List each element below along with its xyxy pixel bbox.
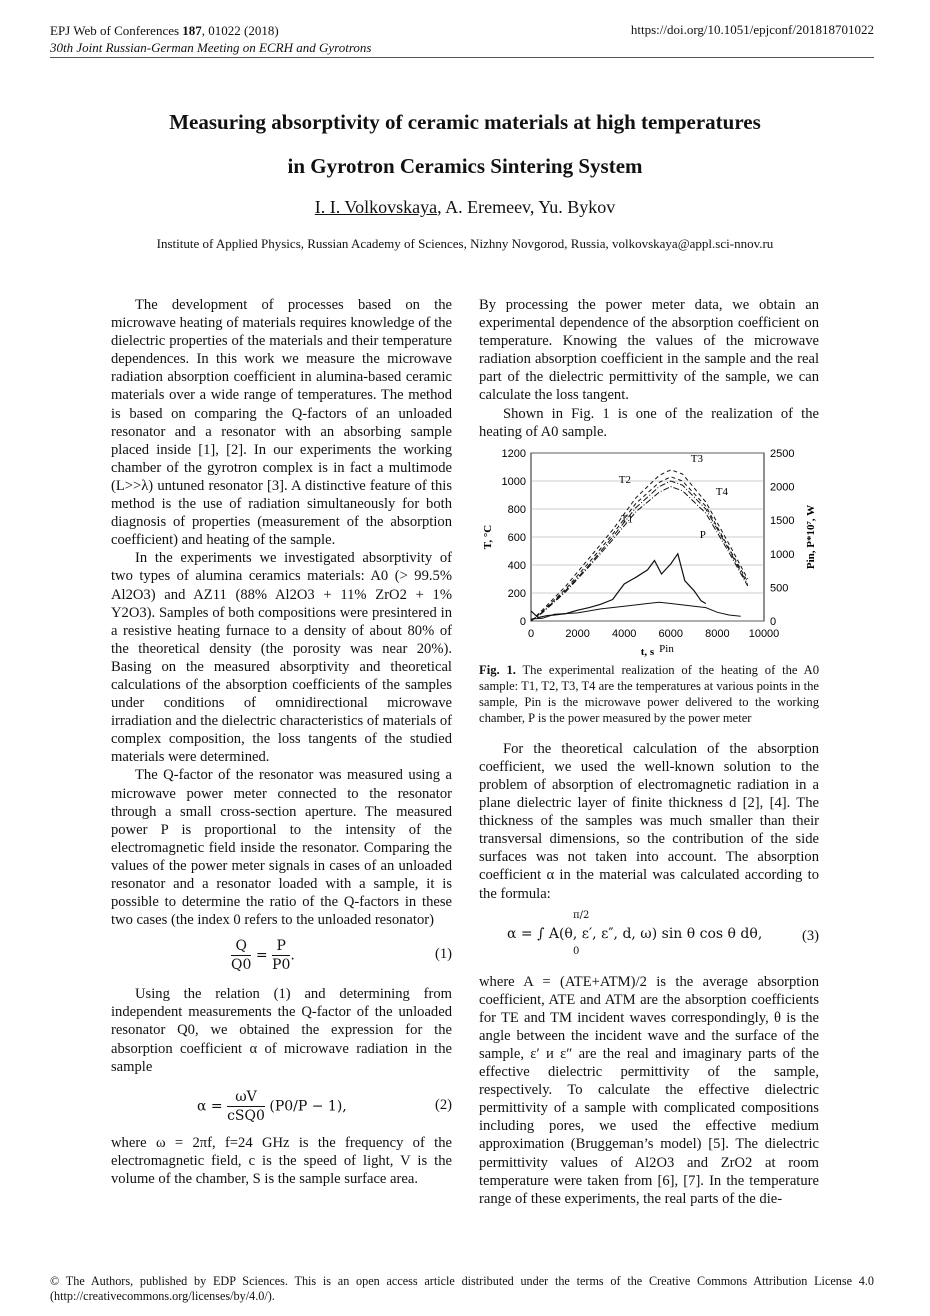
authors	[0, 197, 930, 218]
y2-tick-label: 2500	[770, 447, 795, 460]
equation-number: (3)	[801, 927, 819, 944]
paragraph: Shown in Fig. 1 is one of the realization of the heating of A0 sample.	[479, 405, 819, 440]
series-label-t2: T2	[618, 473, 632, 486]
x-tick-label: 0	[527, 627, 535, 640]
temperature-power-chart	[479, 443, 819, 658]
author-rest: , A. Eremeev, Yu. Bykov	[437, 197, 616, 217]
figure-1	[479, 443, 819, 658]
y2-tick-label: 0	[770, 615, 777, 628]
y-tick-label: 600	[507, 531, 526, 544]
series-label-pin: Pin	[659, 642, 674, 655]
y-tick-label: 400	[507, 559, 526, 572]
paper-title-line2: in Gyrotron Ceramics Sintering System	[287, 154, 643, 178]
x-tick-label: 4000	[611, 627, 637, 640]
header-divider	[50, 57, 874, 58]
y2-tick-label: 500	[770, 582, 789, 595]
x-axis-label: t, s	[640, 645, 655, 658]
equation-2	[111, 1084, 452, 1130]
y2-axis-label: Pin, P*10⁷, W	[805, 504, 817, 569]
eq2-lhs: α =	[197, 1098, 223, 1115]
paragraph: In the experiments we investigated absorptivity of two types of alumina ceramics materials: A0 (> 99.5% Al2O3) and AZ11 (88% Al2O3 + 11% ZrO2 + 1% Y2O3). Samples of both compositions were presintered in a resistive heating furnace to a density of about 80% of the theoretical density (the porosity was near 20%). Basing on the measured absorptivity and theoretical calculations of the absorption coefficients of the samples under conditions of omnidirectional microwave irradiation and the dielectric characteristics of materials of complex composition, the loss tangents of the studied materials were determined.	[111, 550, 452, 766]
y2-tick-label: 1000	[770, 548, 795, 561]
series-line-t2	[531, 477, 748, 621]
y-tick-label: 1200	[501, 447, 526, 460]
equation-1: $\frac{Q}{Q0}$ = $\frac{P}{P0}$ . (1)	[231, 938, 452, 974]
equation-number: (2)	[434, 1096, 452, 1113]
journal-line: EPJ Web of Conferences	[50, 23, 183, 38]
paragraph: where A = (ATE+ATM)/2 is the average absorption coefficient, ATE and ATM are the absorption coefficients for TE and TM incident waves correspondingly, θ is the angle between the incident wave and the surface of the sample, ε′ и ε″ are the real and imaginary parts of the effective dielectric permittivity of the sample, respectively. To calculate the effective dielectric permittivity of a sample with complicated compositions including pores, we used the effective medium approximation (Bruggeman’s model) [5]. The dielectric permittivity values of Al2O3 and ZrO2 at room temperature were taken from [6], [7]. In the temperature range of these experiments, the real parts of the die-	[479, 973, 819, 1207]
eq3-lower: 0	[573, 945, 580, 957]
paper-title-line1: Measuring absorptivity of ceramic materials at high temperatures	[169, 110, 761, 134]
license-footer: © The Authors, published by EDP Sciences. This is an open access article distributed under the terms of the Creative Commons Attribution License 4.0 (http://creativecommons.org/licenses/by/4.0/).	[50, 1274, 874, 1303]
x-tick-label: 2000	[565, 627, 590, 640]
paragraph: By processing the power meter data, we obtain an experimental dependence of the absorption coefficient on temperature. Knowing the values of the microwave radiation absorption coefficient in the sample and the real part of the dielectric permittivity of the sample, we can calculate the loss tangent.	[479, 297, 819, 404]
eq2-num: ωV	[227, 1088, 265, 1107]
eq2-den: cSQ0	[227, 1107, 265, 1124]
eq1-rhs-den: P0	[272, 957, 291, 974]
eq1-rhs-num: P	[272, 937, 290, 956]
paragraph: The Q-factor of the resonator was measured using a microwave power meter connected to the resonator through a small cross-section aperture. The measured power P is proportional to the intensity of the electromagnetic field inside the resonator. Comparing the values of the power meter signals in cases of an unloaded resonator and a resonator loaded with a sample, it is possible to determine the ratio of the Q-factors in these two cases (the index 0 refers to the unloaded resonator)	[111, 767, 452, 929]
y-tick-label: 800	[507, 503, 526, 516]
series-line-pin	[531, 602, 741, 619]
series-label-t4: T4	[715, 485, 729, 498]
figure-label: Fig. 1.	[479, 662, 516, 677]
figure-caption	[479, 662, 819, 726]
y2-tick-label: 2000	[770, 481, 795, 494]
eq3-upper: π/2	[573, 909, 590, 921]
eq1-lhs-num: Q	[231, 937, 251, 956]
eq2-inner: (P0/P − 1),	[269, 1098, 347, 1115]
series-line-t1	[531, 486, 748, 620]
paragraph: The development of processes based on the microwave heating of materials requires knowledge of the dielectric properties of the materials and their temperature dependences. In this work we measure the microwave radiation absorption coefficient in alumina-based ceramic materials over a wide range of temperatures. The method is based on comparing the Q-factors of an unloaded resonator and a resonator with an absorbing sample placed inside [1], [2]. In our experiments the working chamber of the gyrotron complex is in fact a multimode (L>>λ) untuned resonator [3]. A distinctive feature of this method is the use of radiation simultaneously for both diagnosis of properties (measurement of the absorption coefficient) and heating of the sample.	[111, 297, 452, 549]
meeting-name: 30th Joint Russian-German Meeting on ECRH and Gyrotrons	[50, 40, 372, 55]
y-tick-label: 0	[519, 615, 526, 628]
x-tick-label: 10000	[748, 627, 780, 640]
series-line-p	[531, 554, 706, 618]
journal-line-post: , 01022 (2018)	[201, 23, 279, 38]
eq3-body: α = ∫ A(θ, ε′, ε″, d, ω) sin θ cos θ dθ,	[507, 925, 763, 942]
doi-link[interactable]: https://doi.org/10.1051/epjconf/201818701022	[630, 22, 874, 37]
journal-info	[50, 22, 371, 56]
eq1-lhs-den: Q0	[231, 957, 252, 974]
affiliation: Institute of Applied Physics, Russian Academy of Sciences, Nizhny Novgorod, Russia, volkovskaya@appl.sci-nnov.ru	[156, 236, 774, 251]
series-line-t4	[531, 481, 748, 621]
author-first: I. I. Volkovskaya	[314, 197, 438, 217]
x-tick-label: 8000	[705, 627, 730, 640]
y-tick-label: 200	[507, 587, 526, 600]
equation-3	[479, 907, 819, 969]
figure-caption-text: The experimental realization of the heating of the A0 sample: T1, T2, T3, T4 are the temperatures at various points in the sample, Pin is the microwave power delivered to the working chamber, P is the power measured by the power meter	[479, 662, 819, 725]
series-label-t3: T3	[690, 452, 704, 465]
paragraph: where ω = 2πf, f=24 GHz is the frequency of the electromagnetic field, c is the speed of light, V is the volume of the chamber, S is the sample surface area.	[111, 1134, 452, 1187]
right-column	[479, 296, 819, 1208]
x-tick-label: 6000	[658, 627, 684, 640]
y-axis-label: T, °C	[482, 524, 494, 549]
paragraph: For the theoretical calculation of the absorption coefficient, we used the well-known solution to the problem of absorption of electromagnetic radiation in a plane dielectric layer of finite thickness d [2], [4]. The thickness of the samples was much smaller than their transversal dimensions, so the contribution of the side surfaces was not taken into account. The absorption coefficient α in the material was calculated according to the formula:	[479, 740, 819, 902]
journal-volume: 187	[182, 23, 202, 38]
series-label-p: P	[699, 528, 706, 541]
y-tick-label: 1000	[501, 475, 526, 488]
left-column	[111, 296, 452, 1188]
y2-tick-label: 1500	[770, 514, 795, 527]
paragraph: Using the relation (1) and determining from independent measurements the Q-factor of the unloaded resonator Q0, we obtained the expression for the absorption coefficient α of microwave radiation in the sample	[111, 986, 452, 1075]
series-label-t1: T1	[620, 513, 634, 526]
equation-number: (1)	[434, 946, 452, 963]
